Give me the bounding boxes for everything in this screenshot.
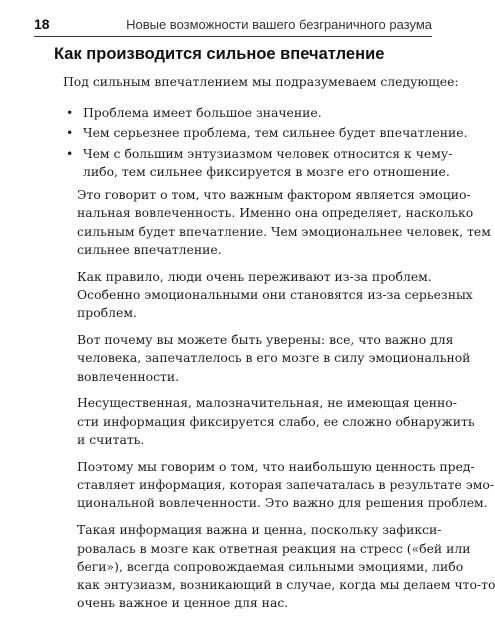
paragraph-line: очень важное и ценное для нас. bbox=[77, 595, 289, 611]
paragraph-line: нальная вовлеченность. Именно она определяет, насколько bbox=[77, 205, 474, 221]
paragraph-line: проблем. bbox=[77, 305, 137, 321]
bullet-item bbox=[63, 104, 423, 122]
paragraph bbox=[63, 394, 475, 449]
paragraph-line: человека, запечатлелось в его мозге в силу эмоциональной bbox=[77, 350, 471, 366]
paragraph bbox=[63, 268, 473, 323]
bullet-icon: • bbox=[66, 145, 74, 161]
paragraph-line: Это говорит о том, что важным фактором является эмоцио- bbox=[77, 187, 471, 202]
paragraph-line: сильным будет впечатление. Чем эмоциональнее человек, тем bbox=[77, 223, 491, 239]
paragraph-line: сти информация фиксируется слабо, ее сложно обнаружить bbox=[77, 413, 475, 429]
running-header bbox=[34, 14, 432, 37]
paragraph-line: Поэтому мы говорим о том, что наибольшую ценность пред- bbox=[77, 458, 475, 474]
running-title: Новые возможности вашего безграничного разума bbox=[126, 17, 432, 32]
paragraph-line: Такая информация важна и ценна, поскольку зафикси- bbox=[77, 522, 442, 538]
bullet-list bbox=[63, 104, 468, 183]
bullet-line: Чем с большим энтузиазмом человек относится к чему- bbox=[83, 145, 453, 161]
bullet-icon: • bbox=[66, 125, 74, 141]
paragraph-line: Как правило, люди очень переживают из-за проблем. bbox=[77, 268, 432, 284]
paragraph-line: сильнее впечатление. bbox=[77, 241, 222, 257]
paragraph-line: вовлеченности. bbox=[77, 368, 180, 384]
intro-text: Под сильным впечатлением мы подразумеваем следующее: bbox=[63, 74, 459, 89]
paragraph-line: ставляет информация, которая запечаталась в результате эмо- bbox=[77, 477, 494, 493]
paragraph bbox=[63, 458, 494, 513]
paragraph-line: Вот почему вы можете быть уверены: все, что важно для bbox=[77, 332, 454, 348]
paragraph-line: ровалась в мозге как ответная реакция на стресс («бей или bbox=[77, 540, 471, 556]
bullet-line: Проблема имеет большое значение. bbox=[83, 105, 322, 120]
bullet-item bbox=[63, 124, 468, 142]
paragraph-line: Особенно эмоциональными они становятся из-за серьезных bbox=[77, 286, 473, 302]
paragraph-line: беги»), всегда сопровождаемая сильными эмоциями, либо bbox=[77, 558, 464, 574]
paragraph bbox=[63, 331, 471, 386]
paragraph bbox=[63, 521, 495, 612]
section-heading: Как производится сильное впечатление bbox=[54, 45, 385, 63]
page-number: 18 bbox=[34, 16, 50, 32]
bullet-icon: • bbox=[66, 105, 74, 120]
paragraph bbox=[63, 186, 491, 259]
paragraph-line: циональной вовлеченности. Это важно для решения проблем. bbox=[77, 495, 488, 511]
paragraph-line: Несущественная, малозначительная, не имеющая ценно- bbox=[77, 395, 457, 411]
paragraph-line: как энтузиазм, возникающий в случае, когда мы делаем что-то bbox=[77, 577, 495, 593]
body-paragraphs bbox=[63, 186, 495, 621]
bullet-item bbox=[63, 145, 453, 182]
paragraph-line: и считать. bbox=[77, 432, 145, 448]
bullet-line: Чем серьезнее проблема, тем сильнее будет впечатление. bbox=[83, 125, 468, 141]
bullet-line: либо, тем сильнее фиксируется в мозге его отношение. bbox=[83, 163, 450, 179]
